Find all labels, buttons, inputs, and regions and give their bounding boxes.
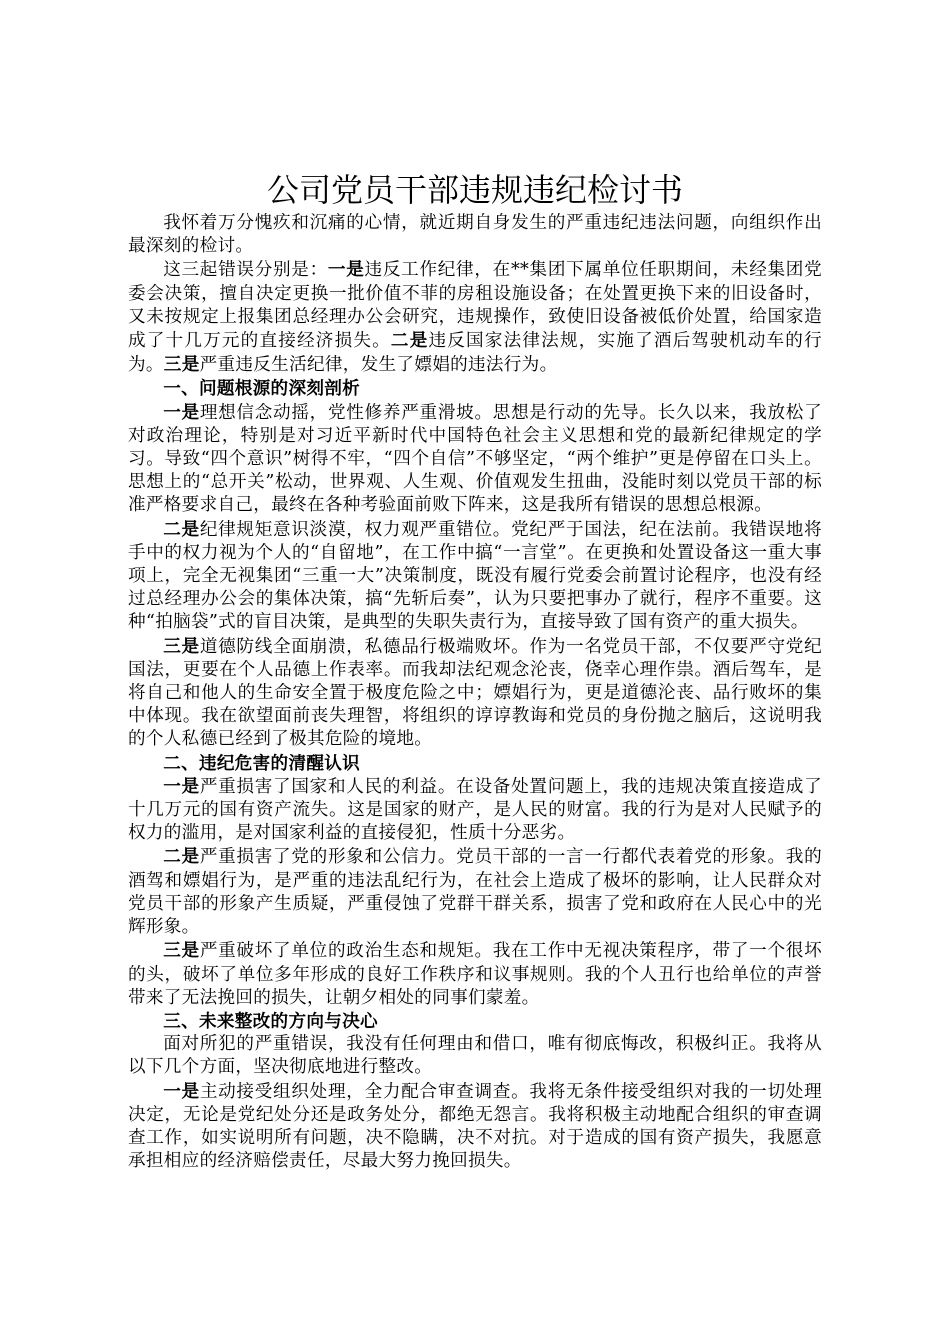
section2-paragraph-1 bbox=[128, 775, 822, 846]
errors-one-label: 一是 bbox=[327, 259, 365, 281]
document-body bbox=[128, 168, 822, 1173]
errors-two-label: 二是 bbox=[390, 330, 429, 352]
intro-paragraph: 我怀着万分愧疚和沉痛的心情，就近期自身发生的严重违纪违法问题，向组织作出最深刻的检讨。 bbox=[128, 213, 822, 257]
section2-paragraph-3 bbox=[128, 939, 822, 1010]
section2-p3-label: 三是 bbox=[163, 940, 200, 962]
section1-paragraph-1 bbox=[128, 401, 822, 518]
section1-paragraph-3 bbox=[128, 635, 822, 752]
section3-paragraph-1 bbox=[128, 1080, 822, 1174]
section2-p2-text: 严重损害了党的形象和公信力。党员干部的一言一行都代表着党的形象。我的酒驾和嫖娼行为，是严重的违法乱纪行为，在社会上造成了极坏的影响，让人民群众对党员干部的形象产生质疑，严重侵蚀了党群干群关系，损害了党和政府在人民心中的光辉形象。 bbox=[128, 847, 822, 938]
section3-p1-text: 主动接受组织处理，全力配合审查调查。我将无条件接受组织对我的一切处理决定，无论是党纪处分还是政务处分，都绝无怨言。我将积极主动地配合组织的审查调查工作，如实说明所有问题，决不隐瞒，决不对抗。对于造成的国有资产损失，我愿意承担相应的经济赔偿责任，尽最大努力挽回损失。 bbox=[128, 1081, 822, 1172]
errors-three-label: 三是 bbox=[163, 354, 200, 376]
document-title: 公司党员干部违规违纪检讨书 bbox=[266, 171, 683, 209]
section2-p1-label: 一是 bbox=[163, 775, 200, 797]
section2-p2-label: 二是 bbox=[163, 846, 200, 868]
errors-paragraph bbox=[128, 258, 822, 377]
errors-three-text: 严重违反生活纪律，发生了嫖娼的违法行为。 bbox=[199, 355, 558, 376]
errors-two-text: 违反国家法律法规，实施了酒后驾驶机动车的行为。 bbox=[128, 331, 822, 376]
section2-paragraph-2 bbox=[128, 845, 822, 939]
section1-p1-label: 一是 bbox=[163, 401, 200, 423]
section1-p1-text: 理想信念动摇，党性修养严重滑坡。思想是行动的先导。长久以来，我放松了对政治理论，特别是对习近平新时代中国特色社会主义思想和党的最新纪律规定的学习。导致“四个意识”树得不牢，“四个自信”不够坚定，“两个维护”更是停留在口头上。思想上的“总开关”松动，世界观、人生观、价值观发生扭曲，没能时刻以党员干部的标准严格要求自己，最终在各种考验面前败下阵来，这是我所有错误的思想总根源。 bbox=[128, 402, 822, 516]
section3-p1-label: 一是 bbox=[163, 1080, 200, 1102]
section1-paragraph-2 bbox=[128, 518, 822, 635]
section1-heading: 一、问题根源的深刻剖析 bbox=[163, 378, 361, 400]
section2-p3-text: 严重破坏了单位的政治生态和规矩。我在工作中无视决策程序，带了一个很坏的头，破坏了单位多年形成的良好工作秩序和议事规则。我的个人丑行也给单位的声誉带来了无法挽回的损失，让朝夕相处的同事们蒙羞。 bbox=[128, 941, 822, 1008]
section3-intro-paragraph: 面对所犯的严重错误，我没有任何理由和借口，唯有彻底悔改，积极纠正。我将从以下几个方面，坚决彻底地进行整改。 bbox=[128, 1034, 822, 1078]
section2-heading: 二、违纪危害的清醒认识 bbox=[163, 752, 361, 774]
section1-p3-label: 三是 bbox=[163, 635, 200, 657]
section3-heading: 三、未来整改的方向与决心 bbox=[163, 1010, 378, 1032]
section1-p2-label: 二是 bbox=[163, 518, 200, 540]
errors-prefix: 这三起错误分别是： bbox=[163, 260, 328, 281]
errors-one-text: 违反工作纪律，在**集团下属单位任职期间，未经集团党委会决策，擅自决定更换一批价值不菲的房租设施设备；在处置更换下来的旧设备时，又未按规定上报集团总经理办公会研究，违规操作，致使旧设备被低价处置，给国家造成了十几万元的直接经济损失。 bbox=[128, 260, 822, 352]
section1-p3-text: 道德防线全面崩溃，私德品行极端败坏。作为一名党员干部，不仅要严守党纪国法，更要在个人品德上作表率。而我却法纪观念沦丧，侥幸心理作祟。酒后驾车，是将自己和他人的生命安全置于极度危险之中；嫖娼行为，更是道德沦丧、品行败坏的集中体现。我在欲望面前丧失理智，将组织的谆谆教诲和党员的身份抛之脑后，这说明我的个人私德已经到了极其危险的境地。 bbox=[128, 636, 822, 750]
section2-p1-text: 严重损害了国家和人民的利益。在设备处置问题上，我的违规决策直接造成了十几万元的国有资产流失。这是国家的财产，是人民的财富。我的行为是对人民赋予的权力的滥用，是对国家利益的直接侵犯，性质十分恶劣。 bbox=[128, 776, 822, 844]
section1-p2-text: 纪律规矩意识淡漠，权力观严重错位。党纪严于国法，纪在法前。我错误地将手中的权力视为个人的“自留地”，在工作中搞“一言堂”。在更换和处置设备这一重大事项上，完全无视集团“三重一大”决策制度，既没有履行党委会前置讨论程序，也没有经过总经理办公会的集体决策，搞“先斩后奏”，认为只要把事办了就行，程序不重要。这种“拍脑袋”式的盲目决策，是典型的失职失责行为，直接导致了国有资产的重大损失。 bbox=[128, 519, 822, 633]
